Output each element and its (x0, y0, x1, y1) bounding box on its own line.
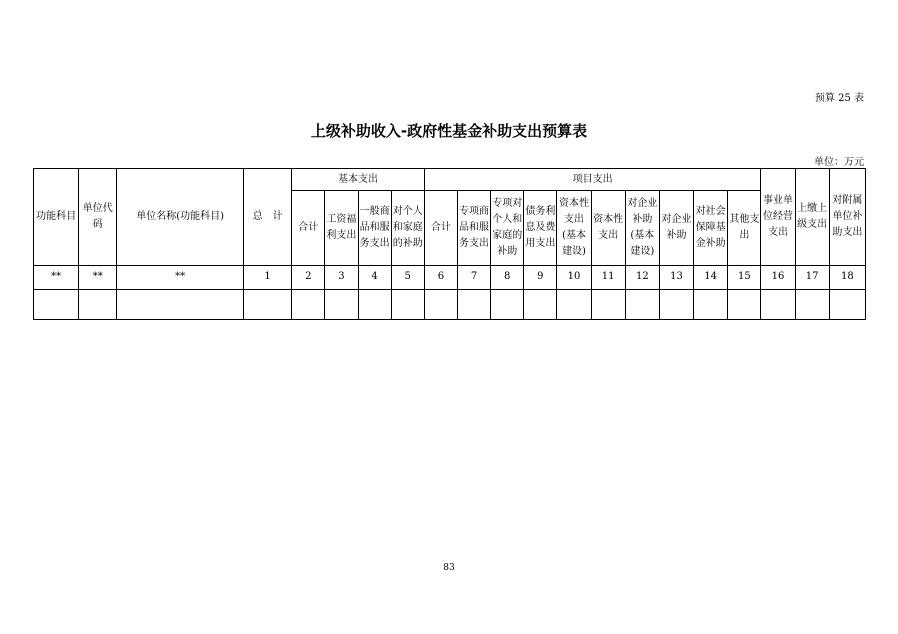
header-project-group: 项目支出 (424, 169, 761, 191)
number-cell: 3 (325, 265, 358, 289)
header-capital: 资本性支出 (591, 191, 625, 265)
header-enterprise: 对企业补助 (659, 191, 693, 265)
number-cell: ** (79, 265, 117, 289)
number-cell: 8 (491, 265, 524, 289)
table-code: 预算 25 表 (814, 93, 864, 104)
header-unit-name: 单位名称(功能科目) (117, 169, 244, 266)
number-row (34, 265, 866, 289)
header-other: 其他支出 (728, 191, 761, 265)
empty-cell (358, 289, 391, 319)
empty-cell (424, 289, 457, 319)
header-enterprise-basic: 对企业补助(基本建设) (625, 191, 659, 265)
number-cell: 1 (243, 265, 291, 289)
header-basic-total: 合计 (292, 191, 325, 265)
header-unit-code: 单位代码 (79, 169, 117, 266)
number-cell: 15 (728, 265, 761, 289)
empty-cell (829, 289, 865, 319)
empty-cell (625, 289, 659, 319)
number-cell: 13 (659, 265, 693, 289)
header-func-subject: 功能科目 (34, 169, 79, 266)
header-social-security: 对社会保障基金补助 (694, 191, 728, 265)
empty-cell (117, 289, 244, 319)
number-cell: 9 (524, 265, 557, 289)
budget-table (33, 168, 866, 320)
empty-cell (292, 289, 325, 319)
header-basic-group: 基本支出 (292, 169, 425, 191)
page-title: 上级补助收入-政府性基金补助支出预算表 (310, 122, 588, 140)
empty-cell (243, 289, 291, 319)
empty-cell (557, 289, 591, 319)
number-cell: ** (34, 265, 79, 289)
header-special-individual: 专项对个人和家庭的补助 (491, 191, 524, 265)
header-payment-superior: 上缴上级支出 (795, 169, 829, 266)
empty-cell (728, 289, 761, 319)
number-cell: ** (117, 265, 244, 289)
number-cell: 18 (829, 265, 865, 289)
number-cell: 11 (591, 265, 625, 289)
empty-cell (34, 289, 79, 319)
page-number: 83 (443, 563, 455, 573)
header-wages: 工资福利支出 (325, 191, 358, 265)
empty-cell (457, 289, 490, 319)
number-cell: 16 (761, 265, 795, 289)
empty-cell (761, 289, 795, 319)
empty-cell (659, 289, 693, 319)
number-cell: 2 (292, 265, 325, 289)
empty-cell (391, 289, 424, 319)
number-cell: 10 (557, 265, 591, 289)
number-cell: 4 (358, 265, 391, 289)
empty-cell (491, 289, 524, 319)
empty-data-row (34, 289, 866, 319)
number-cell: 12 (625, 265, 659, 289)
number-cell: 14 (694, 265, 728, 289)
empty-cell (325, 289, 358, 319)
header-goods-services: 一般商品和服务支出 (358, 191, 391, 265)
empty-cell (524, 289, 557, 319)
number-cell: 7 (457, 265, 490, 289)
header-project-total: 合计 (424, 191, 457, 265)
header-special-goods: 专项商品和服务支出 (457, 191, 490, 265)
header-total: 总 计 (243, 169, 291, 266)
header-affiliated-subsidy: 对附属单位补助支出 (829, 169, 865, 266)
empty-cell (591, 289, 625, 319)
number-cell: 5 (391, 265, 424, 289)
header-operating: 事业单位经营支出 (761, 169, 795, 266)
number-cell: 17 (795, 265, 829, 289)
empty-cell (795, 289, 829, 319)
header-capital-basic: 资本性支出(基本建设) (557, 191, 591, 265)
empty-cell (694, 289, 728, 319)
number-cell: 6 (424, 265, 457, 289)
header-debt-interest: 债务利息及费用支出 (524, 191, 557, 265)
header-individual-subsidy: 对个人和家庭的补助 (391, 191, 424, 265)
empty-cell (79, 289, 117, 319)
unit-label: 单位：万元 (814, 157, 864, 168)
